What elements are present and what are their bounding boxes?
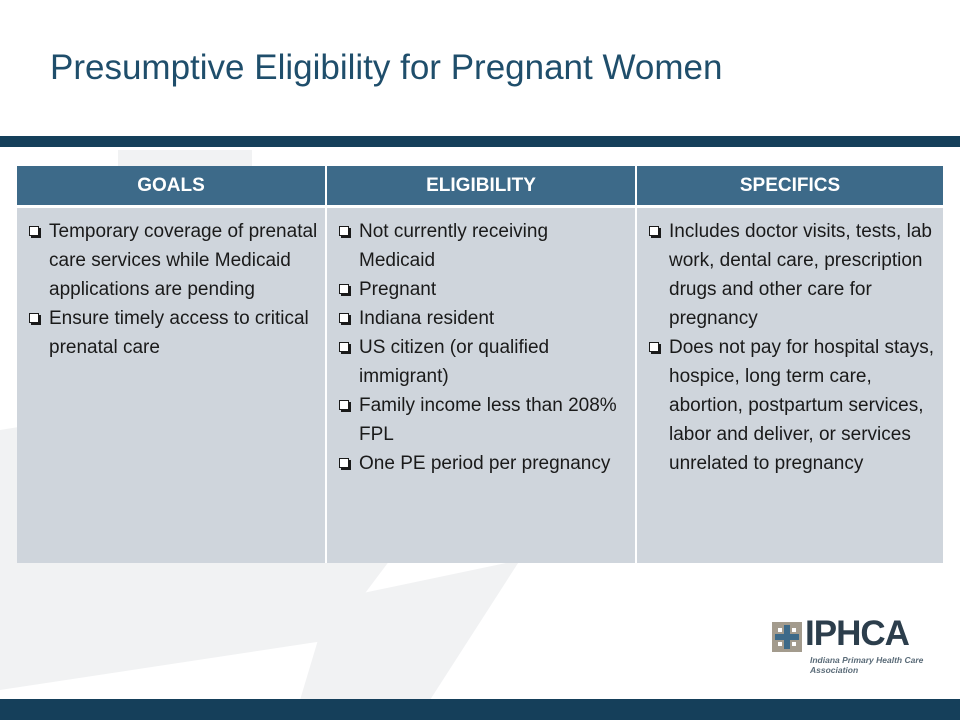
checkbox-bullet-icon xyxy=(339,458,349,468)
list-item: Family income less than 208% FPL xyxy=(337,391,629,449)
specifics-cell xyxy=(636,207,943,564)
header-goals: GOALS xyxy=(17,166,326,207)
eligibility-table xyxy=(17,166,943,563)
goals-list xyxy=(27,217,319,362)
checkbox-bullet-icon xyxy=(29,226,39,236)
eligibility-list xyxy=(337,217,629,478)
logo-subtitle: Indiana Primary Health Care Association xyxy=(810,655,924,675)
slide-title: Presumptive Eligibility for Pregnant Women xyxy=(50,48,723,87)
table-row xyxy=(17,207,943,564)
list-item: Does not pay for hospital stays, hospice, long term care, abortion, postpartum services, labor and deliver, or services unrelated to pregnancy xyxy=(647,333,937,478)
list-item: One PE period per pregnancy xyxy=(337,449,629,478)
list-item: Pregnant xyxy=(337,275,629,304)
checkbox-bullet-icon xyxy=(29,313,39,323)
checkbox-bullet-icon xyxy=(649,342,659,352)
checkbox-bullet-icon xyxy=(339,342,349,352)
header-specifics: SPECIFICS xyxy=(636,166,943,207)
checkbox-bullet-icon xyxy=(339,284,349,294)
table-header-row xyxy=(17,166,943,207)
checkbox-bullet-icon xyxy=(649,226,659,236)
checkbox-bullet-icon xyxy=(339,226,349,236)
list-item: Ensure timely access to critical prenatal care xyxy=(27,304,319,362)
title-divider-bar xyxy=(0,136,960,147)
list-item: US citizen (or qualified immigrant) xyxy=(337,333,629,391)
header-eligibility: ELIGIBILITY xyxy=(326,166,636,207)
goals-cell xyxy=(17,207,326,564)
iphca-logo-mark-icon xyxy=(772,622,802,652)
checkbox-bullet-icon xyxy=(339,400,349,410)
iphca-logo xyxy=(772,614,932,676)
footer-bar xyxy=(0,699,960,720)
eligibility-cell xyxy=(326,207,636,564)
list-item: Indiana resident xyxy=(337,304,629,333)
specifics-list xyxy=(647,217,937,478)
list-item: Includes doctor visits, tests, lab work, dental care, prescription drugs and other care for pregnancy xyxy=(647,217,937,333)
list-item: Temporary coverage of prenatal care services while Medicaid applications are pending xyxy=(27,217,319,304)
list-item: Not currently receiving Medicaid xyxy=(337,217,629,275)
checkbox-bullet-icon xyxy=(339,313,349,323)
logo-name: IPHCA xyxy=(805,614,909,653)
